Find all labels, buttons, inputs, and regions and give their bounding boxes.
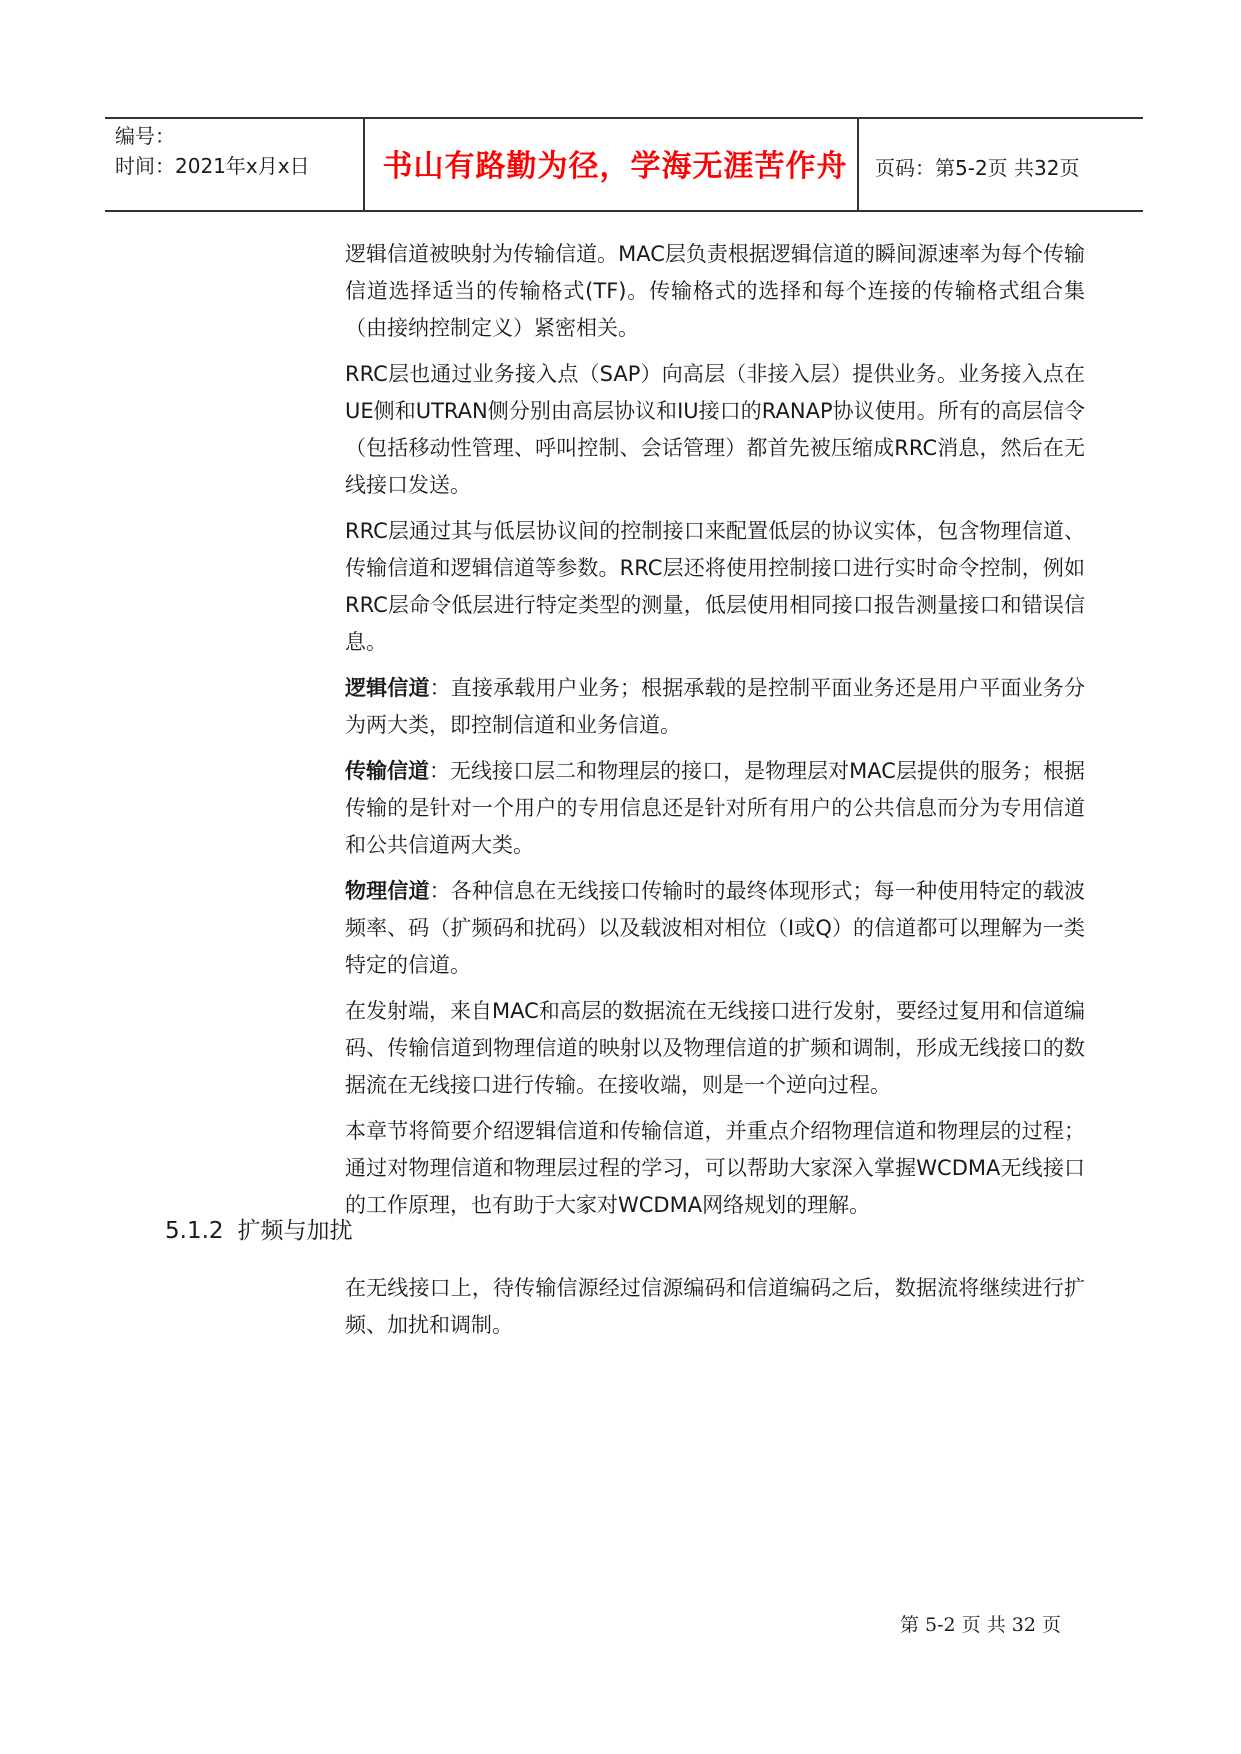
paragraph-transport-channel: 传输信道：无线接口层二和物理层的接口，是物理层对MAC层提供的服务；根据传输的是针对一个用户的专用信息还是针对所有用户的公共信息而分为专用信道和公共信道两大类。 <box>345 759 1085 857</box>
body-text <box>345 236 1085 1233</box>
paragraph-physical-channel: 物理信道：各种信息在无线接口传输时的最终体现形式；每一种使用特定的载波频率、码（扩频码和扰码）以及载波相对相位（I或Q）的信道都可以理解为一类特定的信道。 <box>345 879 1086 977</box>
document-time-label: 时间：2021年x月x日 <box>115 154 310 178</box>
section-number: 5.1.2 <box>165 1218 224 1244</box>
paragraph-transmit-receive: 在发射端，来自MAC和高层的数据流在无线接口进行发射，要经过复用和信道编码、传输信道到物理信道的映射以及物理信道的扩频和调制，形成无线接口的数据流在无线接口进行传输。在接收端，则是一个逆向过程。 <box>345 999 1085 1097</box>
term-physical-channel: 物理信道 <box>345 879 430 903</box>
section-body <box>345 1270 1085 1353</box>
paragraph-chapter-intro: 本章节将简要介绍逻辑信道和传输信道，并重点介绍物理信道和物理层的过程；通过对物理信道和物理层过程的学习，可以帮助大家深入掌握WCDMA无线接口的工作原理，也有助于大家对WCDMA网络规划的理解。 <box>345 1119 1085 1217</box>
header-page-number: 页码：第5-2页 共32页 <box>875 156 1080 180</box>
paragraph-logical-mapping: 逻辑信道被映射为传输信道。MAC层负责根据逻辑信道的瞬间源速率为每个传输信道选择适当的传输格式(TF)。传输格式的选择和每个连接的传输格式组合集（由接纳控制定义）紧密相关。 <box>345 242 1085 340</box>
header-meta <box>115 121 310 181</box>
page-footer: 第 5-2 页 共 32 页 <box>900 1614 1061 1636</box>
paragraph-logical-channel: 逻辑信道：直接承载用户业务；根据承载的是控制平面业务还是用户平面业务分为两大类，即控制信道和业务信道。 <box>345 676 1086 737</box>
term-logical-channel: 逻辑信道 <box>345 676 430 700</box>
section-title: 扩频与加扰 <box>237 1218 353 1244</box>
term-transport-channel: 传输信道 <box>345 759 430 783</box>
paragraph-rrc-control: RRC层通过其与低层协议间的控制接口来配置低层的协议实体，包含物理信道、传输信道和逻辑信道等参数。RRC层还将使用控制接口进行实时命令控制，例如RRC层命令低层进行特定类型的测量，低层使用相同接口报告测量接口和错误信息。 <box>345 519 1085 654</box>
paragraph-spreading-intro: 在无线接口上，待传输信源经过信源编码和信道编码之后，数据流将继续进行扩频、加扰和调制。 <box>345 1276 1085 1337</box>
page-header <box>105 117 1143 212</box>
section-heading <box>165 1214 353 1248</box>
document-number-label: 编号： <box>115 124 175 148</box>
header-divider-left <box>363 119 365 210</box>
header-divider-right <box>857 119 859 210</box>
header-motto: 书山有路勤为径，学海无涯苦作舟 <box>382 149 848 184</box>
paragraph-rrc-sap: RRC层也通过业务接入点（SAP）向高层（非接入层）提供业务。业务接入点在UE侧和UTRAN侧分别由高层协议和IU接口的RANAP协议使用。所有的高层信令（包括移动性管理、呼叫控制、会话管理）都首先被压缩成RRC消息，然后在无线接口发送。 <box>345 362 1085 497</box>
